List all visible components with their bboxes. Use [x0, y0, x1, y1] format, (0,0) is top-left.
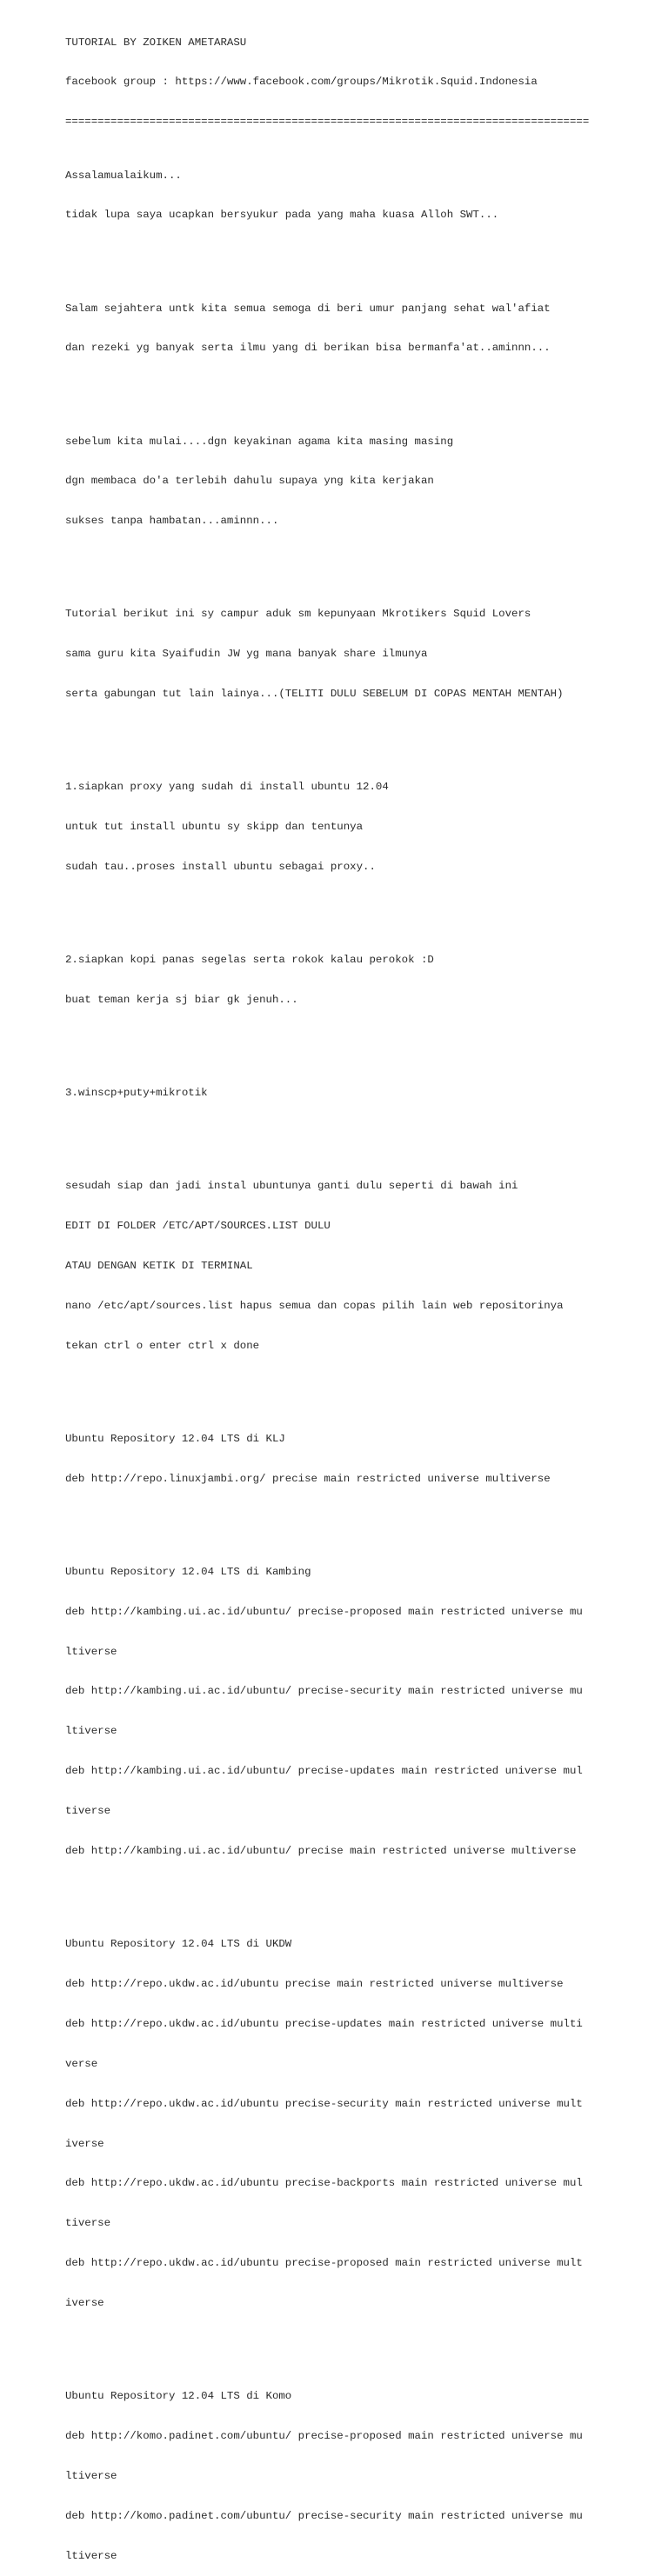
repo-heading-kambing: Ubuntu Repository 12.04 LTS di Kambing [65, 1565, 311, 1578]
intro-line: Tutorial berikut ini sy campur aduk sm kepunyaan Mkrotikers Squid Lovers [65, 608, 531, 621]
doa-line: sukses tanpa hambatan...aminnn... [65, 515, 279, 528]
blank-line [65, 249, 587, 262]
step-1-line: sudah tau..proses install ubuntu sebagai proxy.. [65, 861, 376, 873]
salam-line: dan rezeki yg banyak serta ilmu yang di berikan bisa bermanfa'at..aminnn... [65, 342, 551, 355]
intro-line: sama guru kita Syaifudin JW yg mana banyak share ilmunya [65, 648, 428, 661]
repo-line: ltiverse [65, 2549, 117, 2562]
repo-line: tiverse [65, 1805, 111, 1818]
instruction-line: sesudah siap dan jadi instal ubuntunya ganti dulu seperti di bawah ini [65, 1180, 518, 1193]
blank-line [65, 2337, 587, 2350]
repo-line: ltiverse [65, 2469, 117, 2482]
repo-line: deb http://repo.ukdw.ac.id/ubuntu precise-proposed main restricted universe mult [65, 2257, 583, 2270]
separator-rule: ================================================================================= [65, 116, 590, 129]
repo-heading-ukdw: Ubuntu Repository 12.04 LTS di UKDW [65, 1938, 292, 1951]
intro-line: serta gabungan tut lain lainya...(TELITI DULU SEBELUM DI COPAS MENTAH MENTAH) [65, 688, 564, 701]
greeting-line: Assalamualaikum... [65, 169, 182, 182]
instruction-line: nano /etc/apt/sources.list hapus semua dan copas pilih lain web repositorinya [65, 1299, 564, 1312]
repo-line: verse [65, 2057, 98, 2070]
document-page [65, 10, 590, 2576]
repo-line: deb http://repo.ukdw.ac.id/ubuntu precise-security main restricted universe mult [65, 2097, 583, 2110]
document-title: TUTORIAL BY ZOIKEN AMETARASU [65, 36, 247, 49]
doa-line: dgn membaca do'a terlebih dahulu supaya yng kita kerjakan [65, 475, 434, 488]
repo-line: iverse [65, 2137, 104, 2150]
blank-line [65, 1380, 587, 1393]
step-3-line: 3.winscp+puty+mikrotik [65, 1087, 208, 1100]
repo-line: ltiverse [65, 1645, 117, 1658]
repo-line: deb http://komo.padinet.com/ubuntu/ precise-proposed main restricted universe mu [65, 2430, 583, 2443]
step-2-line: 2.siapkan kopi panas segelas serta rokok kalau perokok :D [65, 954, 434, 967]
repo-line: deb http://kambing.ui.ac.id/ubuntu/ precise-updates main restricted universe mul [65, 1765, 583, 1778]
blank-line [65, 1034, 587, 1047]
repo-line: deb http://kambing.ui.ac.id/ubuntu/ precise-proposed main restricted universe mu [65, 1605, 583, 1618]
blank-line [65, 1885, 587, 1898]
repo-line: deb http://kambing.ui.ac.id/ubuntu/ precise main restricted universe multiverse [65, 1844, 577, 1857]
blank-line [65, 382, 587, 395]
repo-line: deb http://repo.ukdw.ac.id/ubuntu precise main restricted universe multiverse [65, 1977, 564, 1990]
repo-line: ltiverse [65, 1725, 117, 1738]
blank-line [65, 901, 587, 914]
step-1-line: untuk tut install ubuntu sy skipp dan tentunya [65, 821, 364, 834]
repo-heading-komo: Ubuntu Repository 12.04 LTS di Komo [65, 2390, 292, 2403]
repo-line: tiverse [65, 2217, 111, 2230]
repo-heading-klj: Ubuntu Repository 12.04 LTS di KLJ [65, 1432, 285, 1445]
blank-line [65, 728, 587, 741]
repo-line: deb http://repo.ukdw.ac.id/ubuntu precise-backports main restricted universe mul [65, 2177, 583, 2190]
repo-line: iverse [65, 2297, 104, 2310]
repo-line: deb http://komo.padinet.com/ubuntu/ precise-security main restricted universe mu [65, 2509, 583, 2522]
instruction-line: ATAU DENGAN KETIK DI TERMINAL [65, 1259, 253, 1272]
blank-line [65, 555, 587, 568]
repo-line: deb http://repo.linuxjambi.org/ precise main restricted universe multiverse [65, 1472, 551, 1485]
doa-line: sebelum kita mulai....dgn keyakinan agama kita masing masing [65, 435, 454, 448]
blank-line [65, 1127, 587, 1140]
repo-line: deb http://kambing.ui.ac.id/ubuntu/ precise-security main restricted universe mu [65, 1685, 583, 1698]
repo-line: deb http://repo.ukdw.ac.id/ubuntu precise-updates main restricted universe multi [65, 2017, 583, 2030]
greeting-line: tidak lupa saya ucapkan bersyukur pada yang maha kuasa Alloh SWT... [65, 209, 499, 222]
instruction-line: tekan ctrl o enter ctrl x done [65, 1339, 260, 1352]
instruction-line: EDIT DI FOLDER /ETC/APT/SOURCES.LIST DULU [65, 1220, 331, 1233]
blank-line [65, 1513, 587, 1526]
step-1-line: 1.siapkan proxy yang sudah di install ubuntu 12.04 [65, 781, 389, 794]
step-2-line: buat teman kerja sj biar gk jenuh... [65, 993, 298, 1006]
salam-line: Salam sejahtera untk kita semua semoga di beri umur panjang sehat wal'afiat [65, 302, 551, 315]
facebook-group-line: facebook group : https://www.facebook.com/groups/Mikrotik.Squid.Indonesia [65, 76, 538, 89]
